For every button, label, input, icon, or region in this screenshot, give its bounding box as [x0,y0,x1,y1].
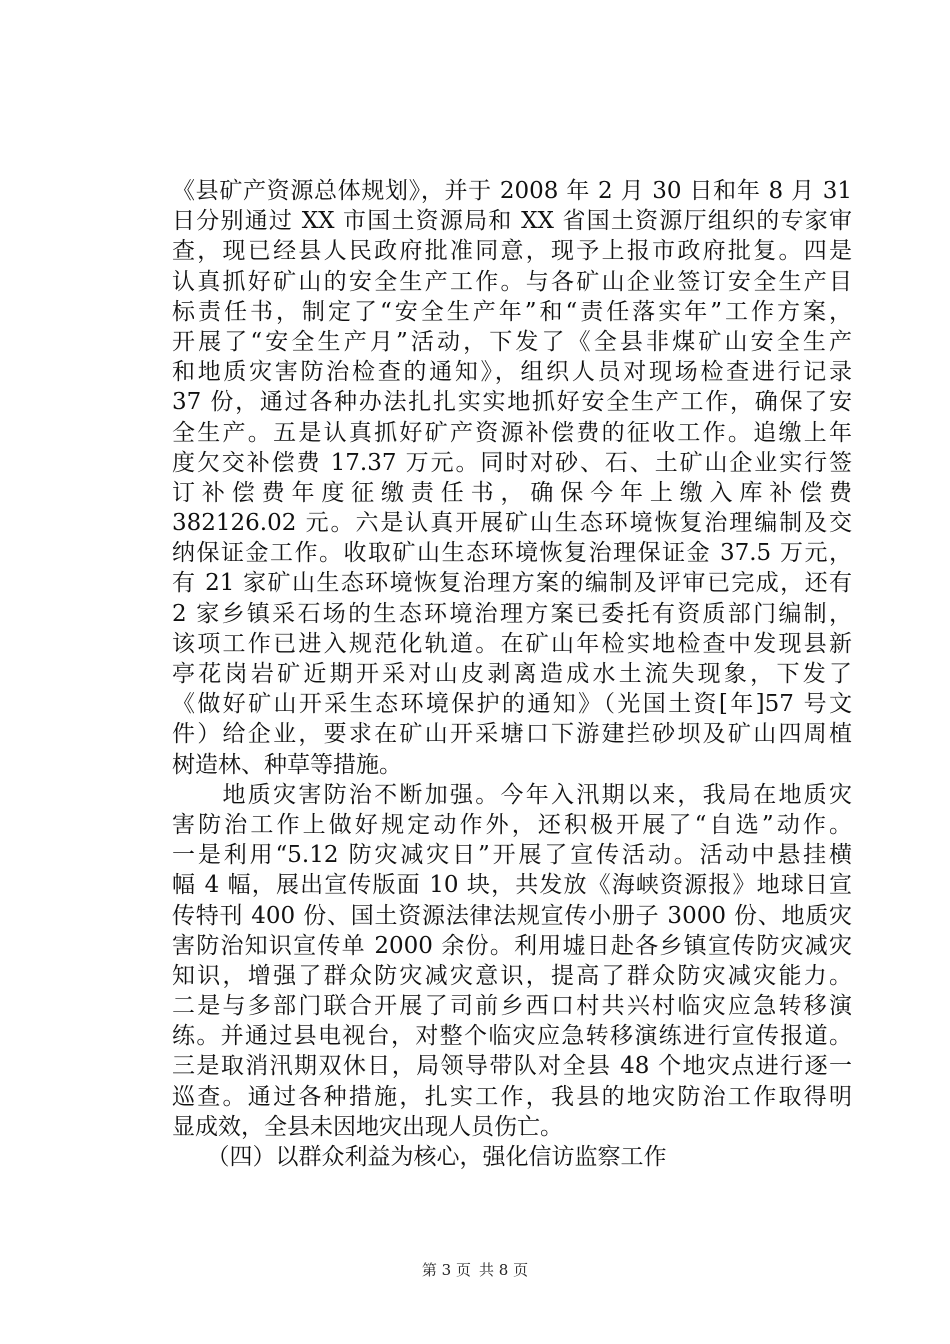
text-line: 有 21 家矿山生态环境恢复治理方案的编制及评审已完成，还有 [172,570,852,597]
text-line: 认真抓好矿山的安全生产工作。与各矿山企业签订安全生产目 [172,268,852,295]
text-line: 该项工作已进入规范化轨道。在矿山年检实地检查中发现县新 [172,630,852,657]
text-line: 382126.02 元。六是认真开展矿山生态环境恢复治理编制及交 [172,510,852,537]
text-line: 全生产。五是认真抓好矿产资源补偿费的征收工作。追缴上年 [172,419,852,446]
text-line: 37 份，通过各种办法扎扎实实地抓好安全生产工作，确保了安 [172,389,852,416]
text-line: 二是与多部门联合开展了司前乡西口村共兴村临灾应急转移演 [172,993,852,1020]
text-line: 亭花岗岩矿近期开采对山皮剥离造成水土流失现象，下发了 [172,661,852,687]
text-line: 纳保证金工作。收取矿山生态环境恢复治理保证金 37.5 万元， [172,540,852,567]
text-line: 和地质灾害防治检查的通知》，组织人员对现场检查进行记录 [172,359,852,386]
text-line: 《做好矿山开采生态环境保护的通知》（光国土资[年]57 号文 [172,691,852,718]
text-line: 害防治工作上做好规定动作外，还积极开展了“自选”动作。 [172,811,852,838]
text-line: 巡查。通过各种措施，扎实工作，我县的地灾防治工作取得明 [172,1083,852,1110]
text-line: 件）给企业，要求在矿山开采塘口下游建拦砂坝及矿山四周植 [172,721,852,748]
text-line: 显成效，全县未因地灾出现人员伤亡。 [172,1113,563,1140]
text-line: 知识，增强了群众防灾减灾意识，提高了群众防灾减灾能力。 [172,962,852,989]
text-line: 传特刊 400 份、国土资源法律法规宣传小册子 3000 份、地质灾 [172,902,852,929]
text-line: 三是取消汛期双休日，局领导带队对全县 48 个地灾点进行逐一 [172,1053,852,1080]
text-line: 地质灾害防治不断加强。今年入汛期以来，我局在地质灾 [172,781,852,808]
text-line: 开展了“安全生产月”活动，下发了《全县非煤矿山安全生产 [172,328,852,355]
text-line: 幅 4 幅，展出宣传版面 10 块，共发放《海峡资源报》地球日宣 [172,872,852,899]
text-line: 树造林、种草等措施。 [172,751,402,778]
page-number: 第 3 页 [421,1261,471,1279]
text-line: 查，现已经县人民政府批准同意，现予上报市政府批复。四是 [172,238,852,265]
text-line: 一是利用“5.12 防灾减灾日”开展了宣传活动。活动中悬挂横 [172,842,852,869]
text-line: 度欠交补偿费 17.37 万元。同时对砂、石、土矿山企业实行签 [172,449,852,476]
text-line: 害防治知识宣传单 2000 余份。利用墟日赴各乡镇宣传防灾减灾 [172,932,852,959]
text-line: （四）以群众利益为核心，强化信访监察工作 [172,1144,667,1170]
document-body [172,176,852,1172]
page-footer [0,1260,950,1280]
text-line: 练。并通过县电视台，对整个临灾应急转移演练进行宣传报道。 [172,1023,852,1050]
text-line: 2 家乡镇采石场的生态环境治理方案已委托有资质部门编制， [172,600,852,627]
text-line: 《县矿产资源总体规划》，并于 2008 年 2 月 30 日和年 8 月 31 [172,178,852,204]
text-line: 订补偿费年度征缴责任书，确保今年上缴入库补偿费 [172,479,852,506]
page-total: 共 8 页 [479,1261,529,1279]
text-line: 标责任书，制定了“安全生产年”和“责任落实年”工作方案， [172,298,852,325]
text-line: 日分别通过 XX 市国土资源局和 XX 省国土资源厅组织的专家审 [172,208,852,235]
